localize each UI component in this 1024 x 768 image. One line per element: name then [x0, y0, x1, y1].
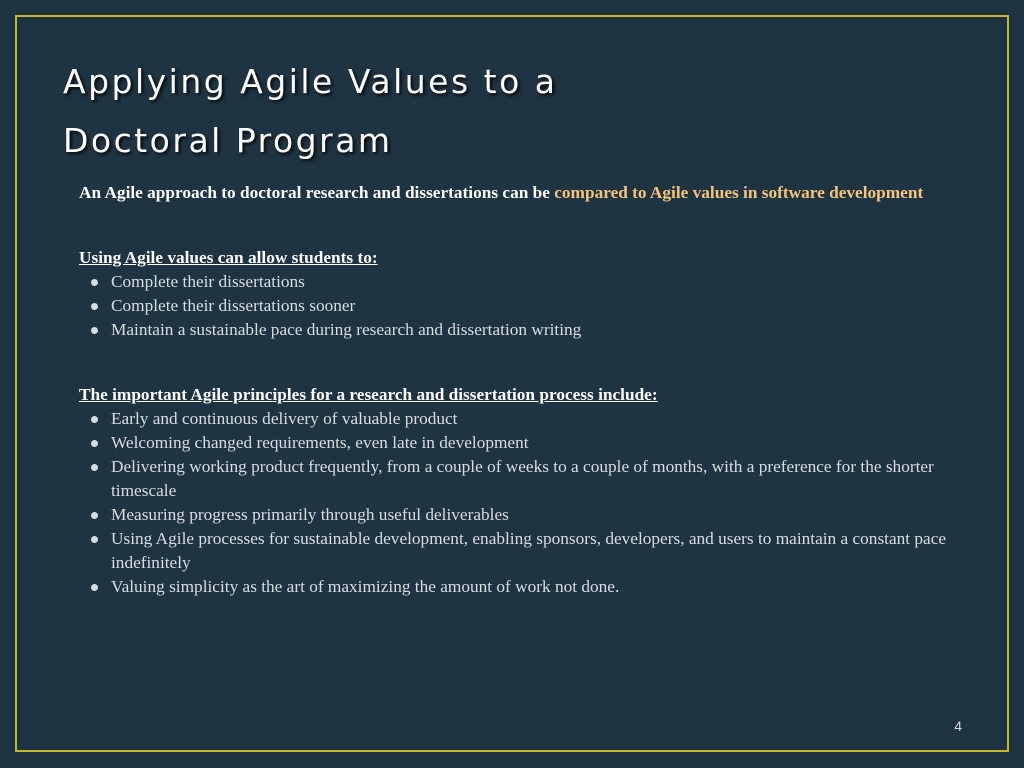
list-item-text: Measuring progress primarily through useful deliverables [111, 505, 509, 524]
bullet-icon [91, 279, 98, 286]
list-item-text: Using Agile processes for sustainable development, enabling sponsors, developers, and users to maintain a constant pace indefinitely [111, 529, 947, 572]
principles-list [79, 407, 994, 599]
list-item [79, 503, 994, 527]
slide-title [63, 52, 557, 170]
list-item-text: Welcoming changed requirements, even late in development [111, 433, 529, 452]
title-line-1: Applying Agile Values to a [63, 62, 558, 101]
list-item [79, 575, 994, 599]
slide-body [79, 181, 994, 599]
bullet-icon [91, 440, 98, 447]
list-item [79, 318, 994, 342]
page-number: 4 [954, 718, 962, 734]
title-line-2: Doctoral Program [63, 121, 393, 160]
list-item-text: Early and continuous delivery of valuable product [111, 409, 458, 428]
list-item [79, 455, 994, 503]
list-item-text: Maintain a sustainable pace during research and dissertation writing [111, 320, 582, 339]
list-item-text: Complete their dissertations [111, 272, 305, 291]
list-item [79, 407, 994, 431]
list-item-text: Complete their dissertations sooner [111, 296, 356, 315]
bullet-icon [91, 303, 98, 310]
intro-paragraph [79, 181, 994, 205]
benefits-list [79, 270, 994, 342]
list-item [79, 431, 994, 455]
bullet-icon [91, 416, 98, 423]
intro-text: An Agile approach to doctoral research and dissertations can be [79, 183, 555, 202]
bullet-icon [91, 584, 98, 591]
bullet-icon [91, 327, 98, 334]
intro-highlight: compared to Agile values in software development [554, 183, 924, 202]
list-item-text: Valuing simplicity as the art of maximizing the amount of work not done. [111, 577, 620, 596]
list-item [79, 294, 994, 318]
list-item [79, 527, 994, 575]
list-item [79, 270, 994, 294]
list-item-text: Delivering working product frequently, from a couple of weeks to a couple of months, with a preference for the shorter timescale [111, 457, 934, 500]
section-heading-principles: The important Agile principles for a research and dissertation process include: [79, 385, 658, 404]
section-heading-benefits: Using Agile values can allow students to: [79, 248, 378, 267]
bullet-icon [91, 512, 98, 519]
bullet-icon [91, 536, 98, 543]
bullet-icon [91, 464, 98, 471]
